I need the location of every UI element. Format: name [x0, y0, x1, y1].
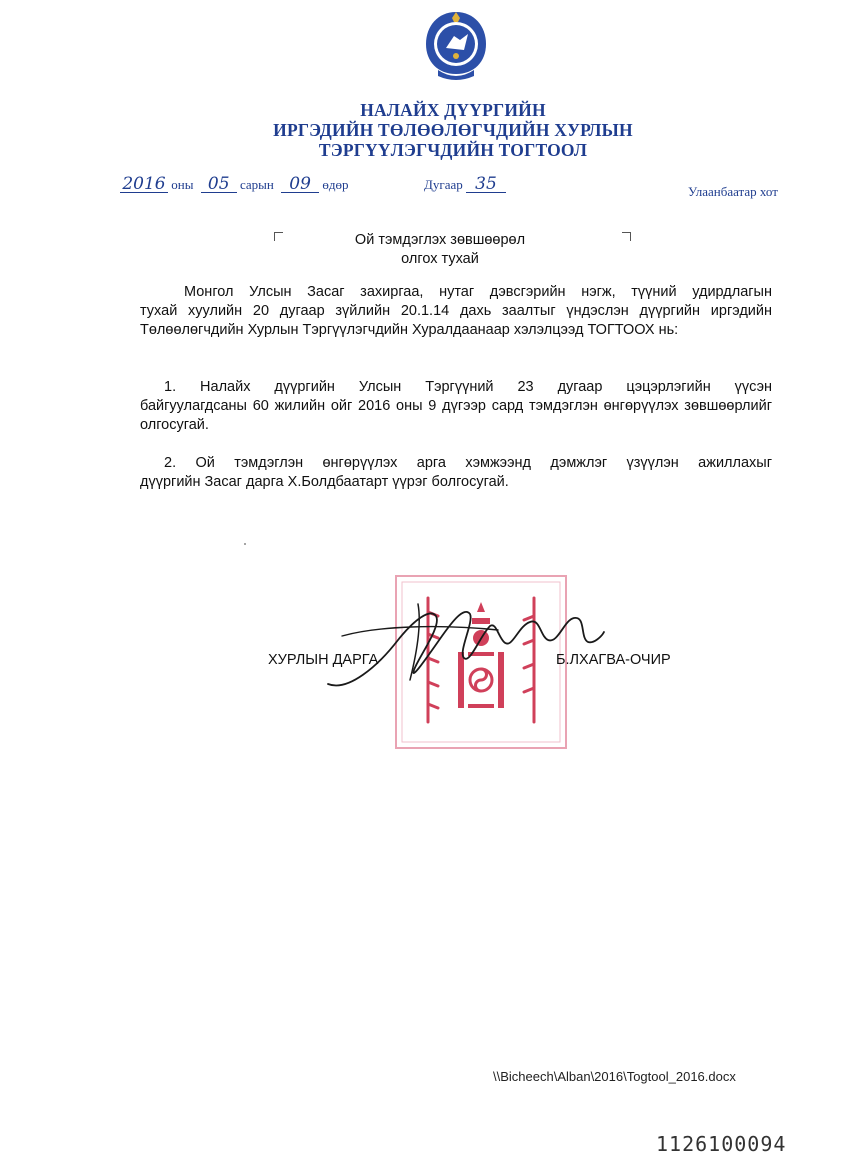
intro-paragraph [140, 283, 772, 340]
signer-name: Б.ЛХАГВА-ОЧИР [556, 652, 671, 668]
document-number: 35 [466, 176, 506, 193]
intro-rest: тухай хуулийн 20 дугаар зүйлийн 20.1.14 дахь заалтыг үндэслэн дүүргийн иргэдийн Төлөөлөгчдийн Хурлын Тэргүүлэгчдийн Хуралдаанаар хэлэлцээд ТОГТООХ нь: [140, 303, 772, 338]
item-2-rest: дүүргийн Засаг дарга Х.Болдбаатарт үүрэг болгосугай. [140, 474, 509, 490]
item-1-first-line: 1. Налайх дүүргийн Улсын Тэргүүний 23 дугаар цэцэрлэгийн үүсэн [164, 379, 772, 395]
number-label: Дугаар [424, 177, 463, 192]
resolution-item-2 [140, 454, 772, 492]
header-line-3: ТЭРГҮҮЛЭГЧДИЙН ТОГТООЛ [318, 140, 588, 160]
header-line-2: ИРГЭДИЙН ТӨЛӨӨЛӨГЧДИЙН ХУРЛЫН [273, 120, 633, 140]
date-month: 05 [201, 176, 237, 193]
subject-line-1: Ой тэмдэглэх зөвшөөрөл [354, 232, 526, 248]
date-day: 09 [281, 176, 319, 193]
handwritten-signature [318, 596, 608, 696]
intro-first-line: Монгол Улсын Засаг захиргаа, нутаг дэвсгэрийн нэгж, түүний удирдлагын [184, 284, 772, 300]
subject-line-2: олгох тухай [401, 251, 479, 267]
date-month-suffix: сарын [239, 177, 274, 192]
date-row [120, 176, 348, 193]
speck [244, 543, 246, 545]
serial-number: 1126100094 [656, 1132, 787, 1156]
state-emblem-icon [424, 10, 488, 82]
item-1-rest: байгуулагдсаны 60 жилийн ойг 2016 оны 9 дүгээр сард тэмдэглэн өнгөрүүлэх зөвшөөрлийг олгосугай. [140, 398, 772, 433]
date-year-suffix: оны [171, 177, 194, 192]
file-path-footer: \\Bicheech\Alban\2016\Togtool_2016.docx [493, 1069, 736, 1084]
item-2-first-line: 2. Ой тэмдэглэн өнгөрүүлэх арга хэмжээнд дэмжлэг үзүүлэн ажиллахыг [164, 455, 772, 471]
signer-title: ХУРЛЫН ДАРГА [268, 652, 379, 668]
date-day-suffix: өдөр [322, 177, 349, 192]
header-line-1: НАЛАЙХ ДҮҮРГИЙН [360, 100, 546, 120]
document-number-row [424, 176, 506, 193]
date-year: 2016 [120, 176, 168, 193]
city-label: Улаанбаатар хот [688, 184, 778, 199]
resolution-item-1 [140, 378, 772, 435]
